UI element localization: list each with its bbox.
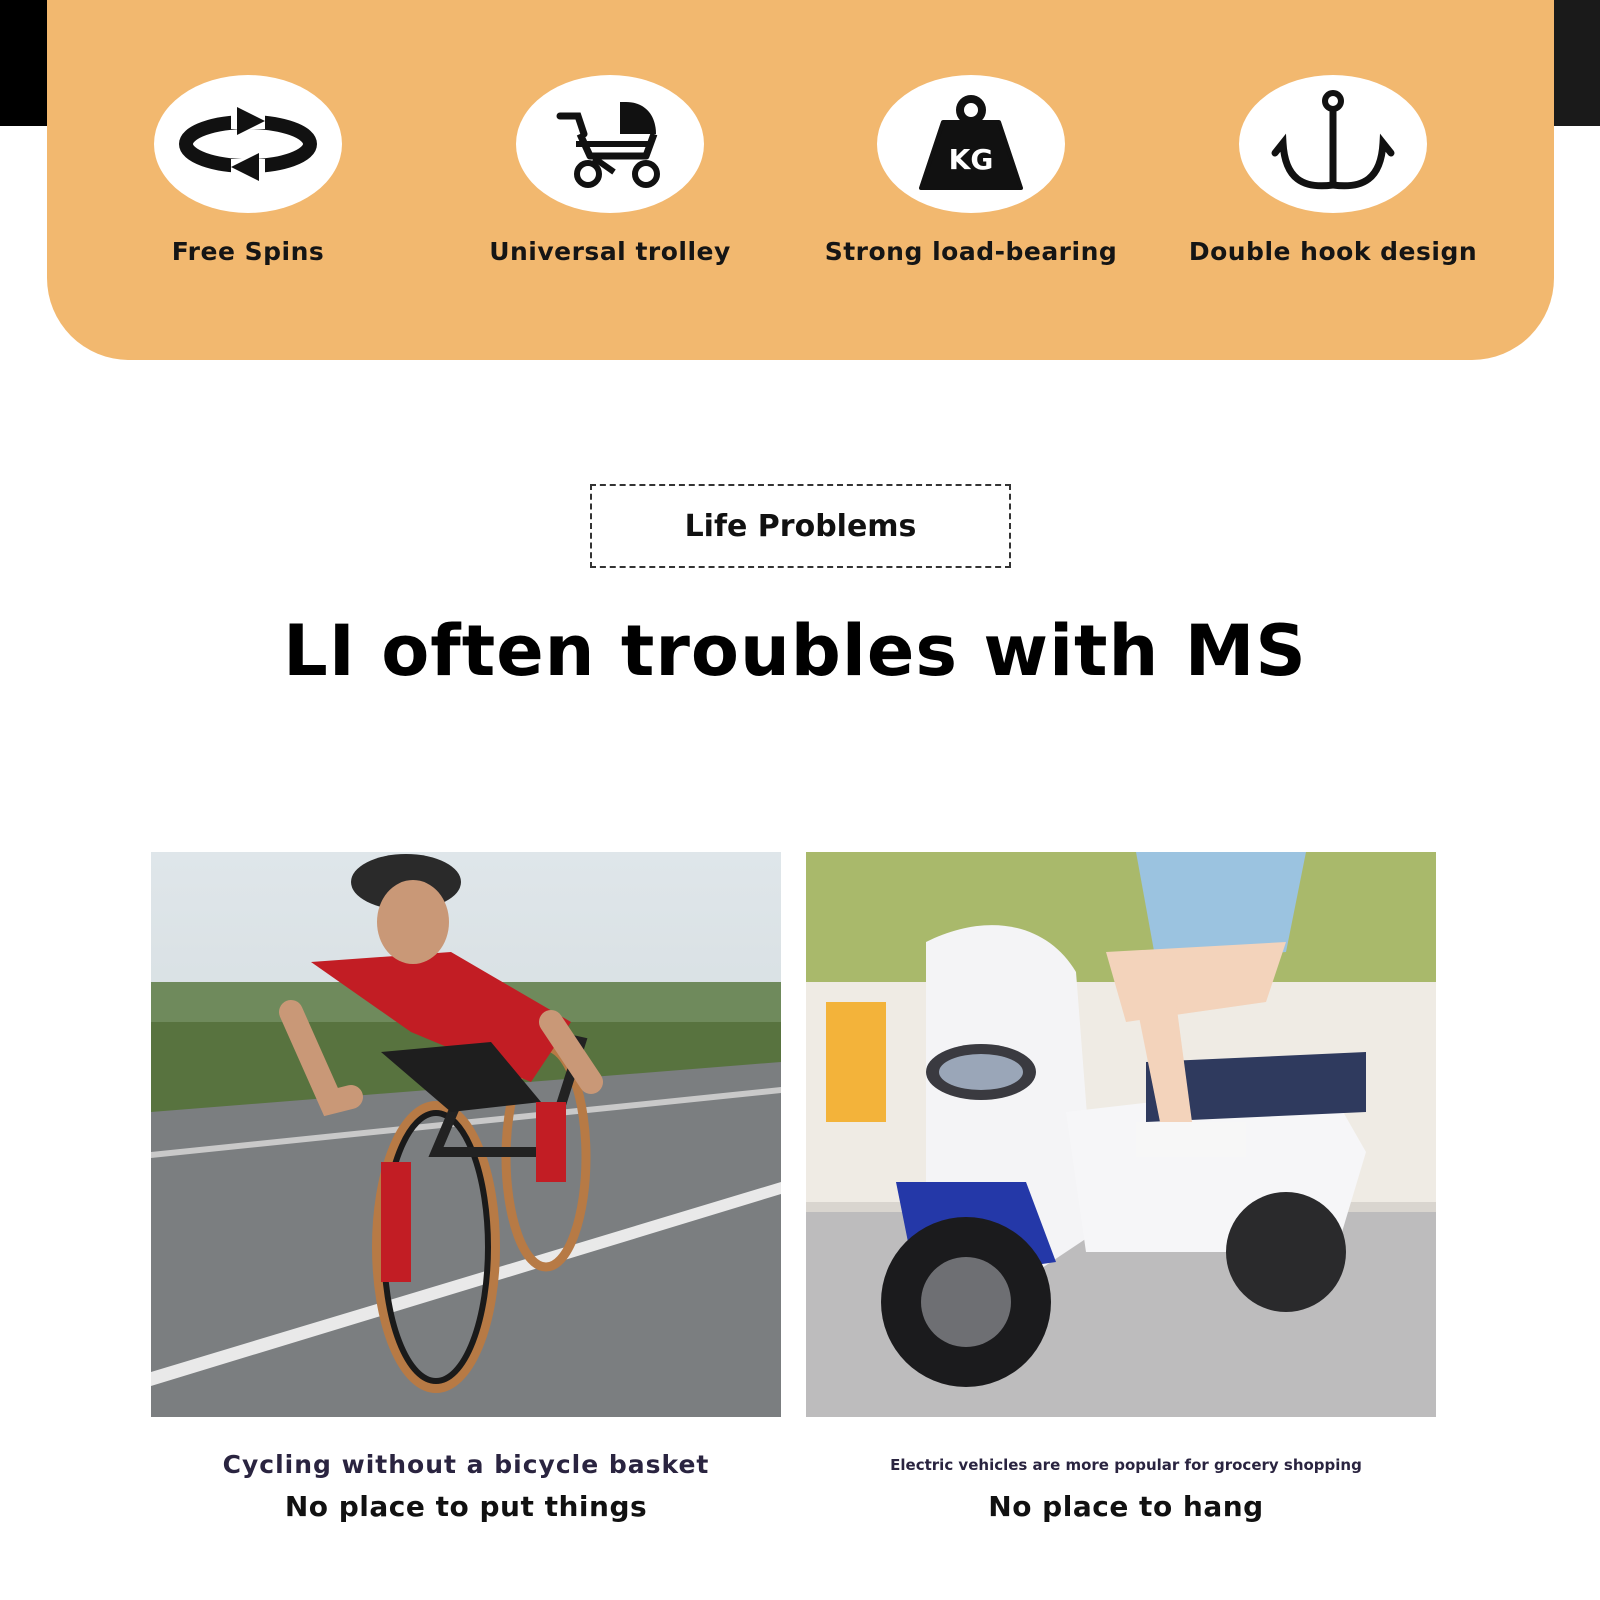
- feature-label: Strong load-bearing: [824, 237, 1118, 266]
- section-title-box: [590, 484, 1011, 568]
- problem-title: No place to hang: [988, 1490, 1264, 1523]
- kg-weight-icon: [911, 94, 1031, 194]
- cyclist-photo: [151, 852, 781, 1417]
- feature-label: Universal trolley: [489, 237, 731, 266]
- problem-caption-electric: [796, 1448, 1456, 1523]
- feature-icon-circle: [877, 75, 1065, 213]
- cyclist-illustration: [151, 852, 781, 1417]
- headline: LI often troubles with MS: [283, 610, 1307, 692]
- scooter-illustration: [806, 852, 1436, 1417]
- problem-subtitle: Electric vehicles are more popular for grocery shopping: [890, 1456, 1362, 1474]
- feature-icon-circle: [154, 75, 342, 213]
- feature-icon-circle: [1239, 75, 1427, 213]
- problem-title: No place to put things: [284, 1490, 648, 1523]
- feature-free-spins: [83, 75, 413, 266]
- problem-subtitle: Cycling without a bicycle basket: [222, 1450, 710, 1479]
- stroller-icon: [550, 94, 670, 194]
- double-hook-icon: [1263, 89, 1403, 199]
- feature-panel: [47, 0, 1554, 360]
- feature-label: Double hook design: [1188, 237, 1478, 266]
- rotate-arrows-icon: [173, 99, 323, 189]
- problem-caption-cycling: [136, 1448, 796, 1523]
- feature-strong-load-bearing: [806, 75, 1136, 266]
- electric-scooter-photo: [806, 852, 1436, 1417]
- feature-universal-trolley: [445, 75, 775, 266]
- section-title: Life Problems: [684, 508, 917, 544]
- kg-label: KG: [948, 143, 994, 176]
- feature-icon-circle: [516, 75, 704, 213]
- feature-double-hook-design: [1168, 75, 1498, 266]
- feature-label: Free Spins: [171, 237, 325, 266]
